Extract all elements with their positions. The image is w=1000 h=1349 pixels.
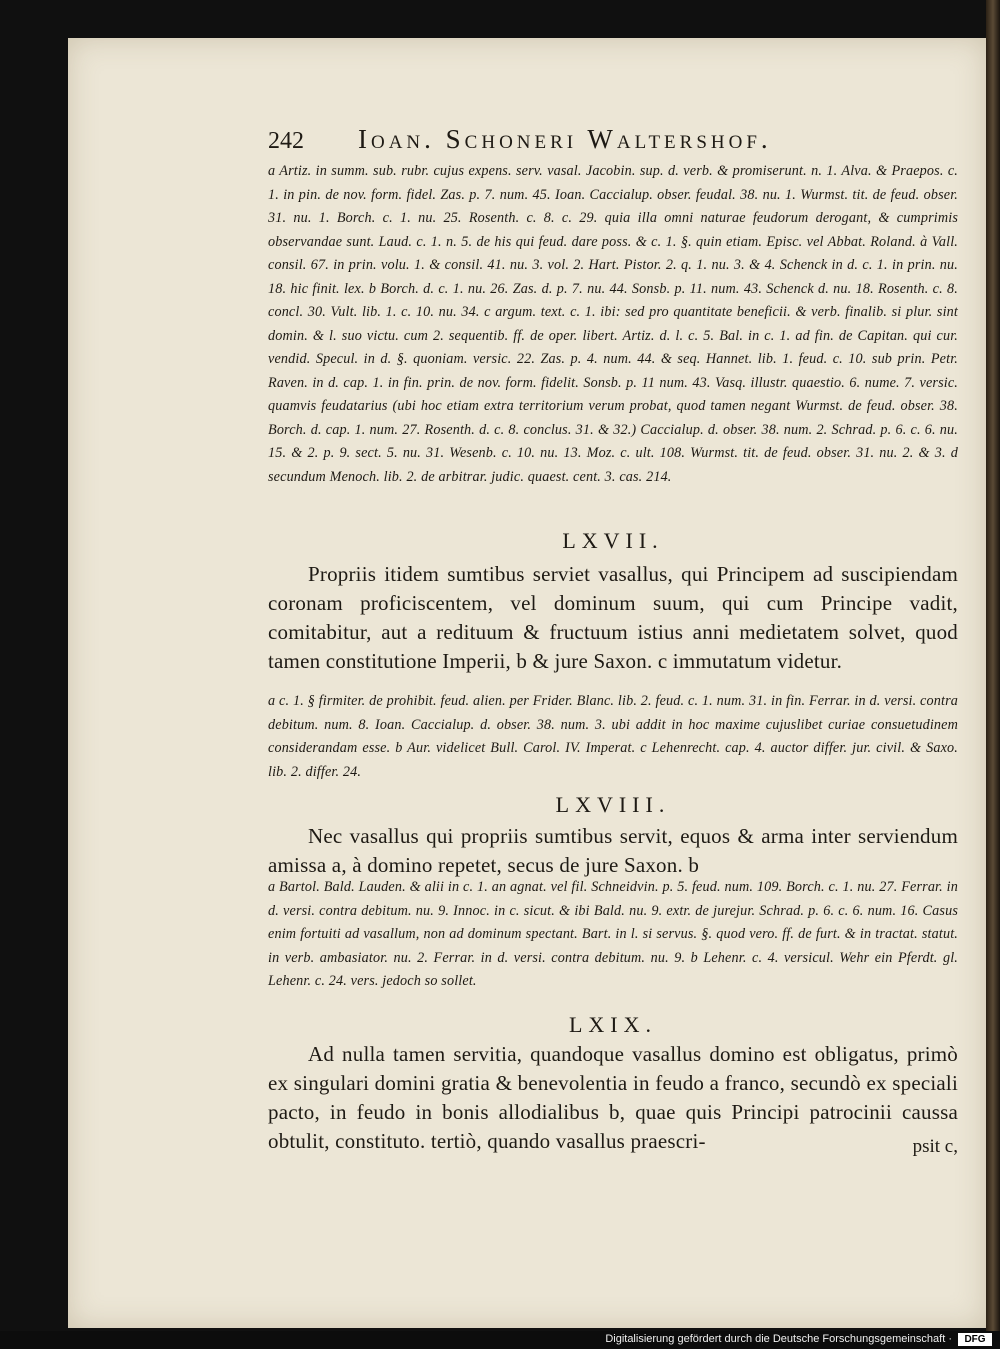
- page-header: [268, 120, 948, 154]
- section-68-notes: a Bartol. Bald. Lauden. & alii in c. 1. an agnat. vel fil. Schneidvin. p. 5. feud. num. 109. Borch. c. 1. nu. 27. Ferrar. in d. versi. contra debitum. nu. 9. Innoc. in c. sicut. & ibi Bald. nu. 9. extr. de jurejur. Schrad. p. 6. c. 6. num. 16. Casus enim fortuiti ad vasallum, non ad dominum spectant. Bart. in l. si servus. §. quod vero. ff. de furt. & in tractat. statut. in verb. ambasiator. nu. 2. Ferrar. in d. versi. contra debitum. nu. 9. b Lehenr. c. 4. versicul. Wehr ein Pferdt. gl. Lehenr. c. 24. vers. jedoch so sollet.: [268, 879, 958, 989]
- book-spine: [986, 0, 1000, 1349]
- section-69-text: Ad nulla tamen servitia, quandoque vasallus domino est obligatus, primò ex singulari domini gratia & benevolentia in feudo a franco, secundò ex speciali pacto, in feudo in bonis allodialibus b, quae quis Principi patrocinii caussa obtulit, constituto. tertiò, quando vasallus praescri-: [268, 1042, 958, 1153]
- page-number: 242: [268, 128, 304, 154]
- section-heading-67: LXVII.: [562, 528, 664, 553]
- dfg-logo-icon: DFG: [958, 1333, 992, 1346]
- section-68-text: Nec vasallus qui propriis sumtibus servit, equos & arma inter serviendum amissa a, à domino repetet, secus de jure Saxon. b: [268, 824, 958, 877]
- catchword: psit c,: [912, 1136, 958, 1157]
- footnotes-top: a Artiz. in summ. sub. rubr. cujus expens. serv. vasal. Jacobin. sup. d. verb. & promiserunt. n. 1. Alva. & Praepos. c. 1. in pin. de nov. form. fidel. Zas. p. 7. num. 45. Ioan. Caccialup. obser. feudal. 38. nu. 1. Wurmst. tit. de feud. obser. 31. nu. 1. Borch. c. 1. nu. 25. Rosenth. c. 8. c. 29. quia illa omni naturae feudorum derogant, & cumprimis observandae sunt. Laud. c. 1. n. 5. de his qui feud. dare poss. & c. 1. §. quin etiam. Episc. vel Abbat. Roland. à Vall. consil. 67. in prin. volu. 1. & consil. 41. nu. 3. vol. 2. Hart. Pistor. 2. q. 1. nu. 3. & 4. Schenck in d. c. 1. in prin. nu. 18. hic finit. lex. b Borch. d. c. 1. nu. 26. Zas. d. p. 7. nu. 44. Sonsb. p. 11. num. 43. Schenck d. nu. 18. Rosenth. c. 8. concl. 30. Vult. lib. 1. c. 10. nu. 34. c argum. text. c. 1. ibi: sed pro quantitate beneficii. & verb. finalib. si plur. sint domin. & l. suo victu. cum 2. sequentib. ff. de oper. libert. Artiz. d. l. c. 5. Bal. in c. 1. ad fin. de Capitan. qui cur. vendid. Specul. in d. §. quoniam. versic. 22. Zas. p. 4. num. 44. & seq. Hannet. lib. 1. feud. c. 10. sub prin. Petr. Raven. in d. cap. 1. in fin. prin. de nov. form. fidelit. Sonsb. p. 11 num. 43. Vasq. illustr. quaestio. 6. nume. 7. versic. quamvis feudatarius (ubi hoc etiam extra territorium verum probat, quod tamen negant Wurmst. de feud. obser. 38. Borch. d. cap. 1. num. 27. Rosenth. d. c. 8. conclus. 31. & 32.) Caccialup. d. obser. 38. num. 2. Schrad. p. 6. c. 6. nu. 15. & 2. p. 9. sect. 5. nu. 31. Wesenb. c. 10. nu. 13. Moz. c. ult. 108. Wurmst. tit. de feud. obser. 31. nu. 2. & 3. d secundum Menoch. lib. 2. de arbitrar. judic. quaest. cent. 3. cas. 214.: [268, 163, 958, 485]
- section-heading-69: LXIX.: [568, 1012, 658, 1037]
- funding-credit: Digitalisierung gefördert durch die Deutsche Forschungsgemeinschaft ·: [605, 1333, 952, 1345]
- section-heading-68: LXVIII.: [555, 792, 671, 817]
- section-67-text: Propriis itidem sumtibus serviet vasallus, qui Principem ad suscipiendam coronam proficiscentem, vel dominum suum, qui cum Principe vadit, comitabitur, aut a redituum & fructuum istius anni medietatem solvet, quod tamen constitutione Imperii, b & jure Saxon. c immutatum videtur.: [268, 562, 958, 673]
- running-head: Ioan. Schoneri Waltershof.: [358, 124, 772, 154]
- section-67-notes: a c. 1. § firmiter. de prohibit. feud. alien. per Frider. Blanc. lib. 2. feud. c. 1. num. 31. in fin. Ferrar. in d. versi. contra debitum. num. 8. Ioan. Caccialup. d. obser. 38. num. 3. ubi addit in hoc maxime cujuslibet curiae consuetudinem considerandam esse. b Aur. videlicet Bull. Carol. IV. Imperat. c Lehenrecht. cap. 4. auctor differ. jur. civil. & Saxo. lib. 2. differ. 24.: [268, 693, 958, 780]
